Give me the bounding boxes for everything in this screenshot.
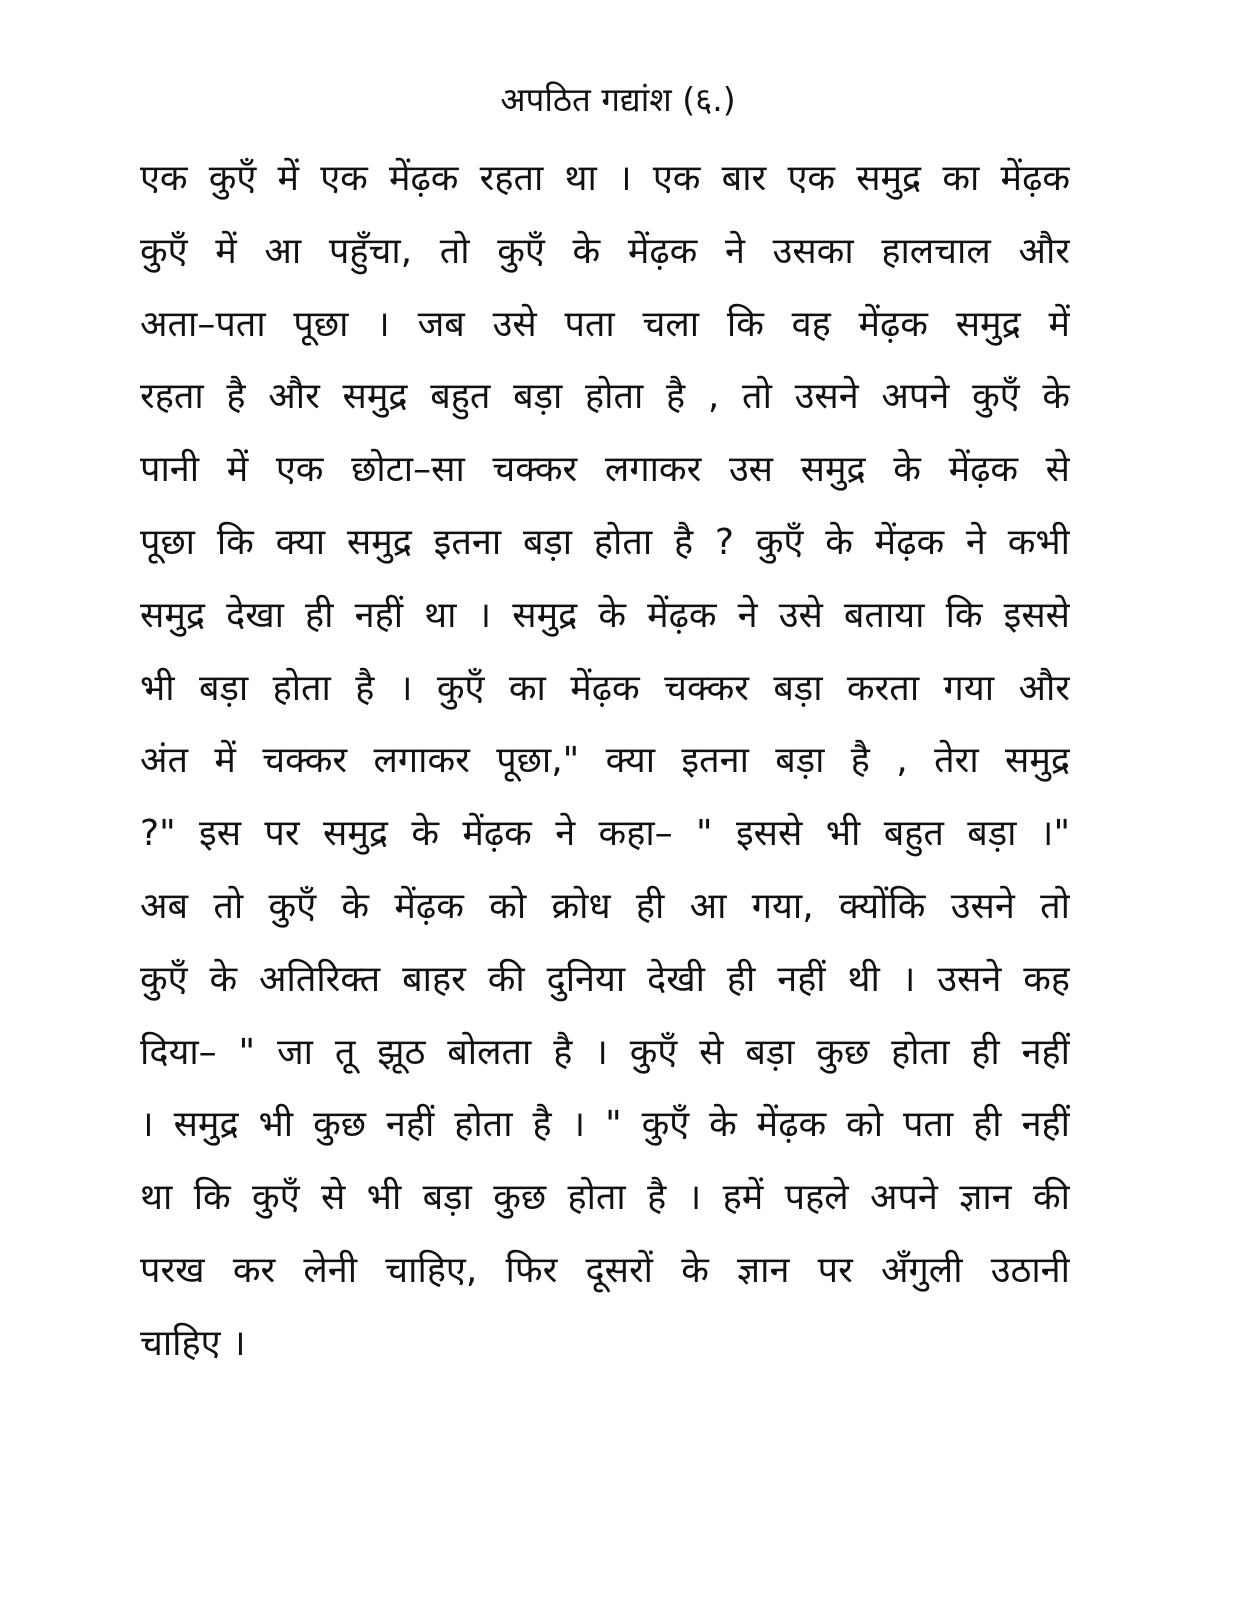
passage-line: अंत में चक्कर लगाकर पूछा," क्या इतना बड़ा है , तेरा समुद्र: [140, 740, 1070, 782]
passage-line: एक कुएँ में एक मेंढ़क रहता था । एक बार एक समुद्र का मेंढ़क: [140, 158, 1070, 199]
passage-line: कुएँ के अतिरिक्त बाहर की दुनिया देखी ही नहीं थी । उसने कह: [140, 958, 1070, 1000]
passage-line: अब तो कुएँ के मेंढ़क को क्रोध ही आ गया, क्योंकि उसने तो: [140, 885, 1070, 927]
passage-line: भी बड़ा होता है । कुएँ का मेंढ़क चक्कर बड़ा करता गया और: [140, 667, 1070, 709]
passage-line: परख कर लेनी चाहिए, फिर दूसरों के ज्ञान पर अँगुली उठानी: [140, 1249, 1070, 1291]
passage-line: । समुद्र भी कुछ नहीं होता है । " कुएँ के मेंढ़क को पता ही नहीं: [140, 1104, 1070, 1146]
passage-line: अता–पता पूछा । जब उसे पता चला कि वह मेंढ़क समुद्र में: [140, 303, 1070, 345]
passage-line: चाहिए ।: [140, 1322, 246, 1364]
passage-body: [140, 143, 1070, 1381]
passage-line: समुद्र देखा ही नहीं था । समुद्र के मेंढ़क ने उसे बताया कि इससे: [140, 594, 1070, 636]
passage-line: रहता है और समुद्र बहुत बड़ा होता है , तो उसने अपने कुएँ के: [140, 376, 1070, 418]
passage-title: अपठित गद्यांश (६.): [500, 80, 736, 119]
passage-line: कुएँ में आ पहुँचा, तो कुएँ के मेंढ़क ने उसका हालचाल और: [140, 230, 1070, 272]
passage-line: था कि कुएँ से भी बड़ा कुछ होता है । हमें पहले अपने ज्ञान की: [140, 1177, 1070, 1219]
passage-line: ?" इस पर समुद्र के मेंढ़क ने कहा– " इससे भी बहुत बड़ा ।": [140, 813, 1070, 855]
passage-line: पूछा कि क्या समुद्र इतना बड़ा होता है ? कुएँ के मेंढ़क ने कभी: [140, 521, 1070, 563]
passage-line: दिया– " जा तू झूठ बोलता है । कुएँ से बड़ा कुछ होता ही नहीं: [140, 1031, 1070, 1073]
passage-line: पानी में एक छोटा–सा चक्कर लगाकर उस समुद्र के मेंढ़क से: [140, 449, 1070, 491]
